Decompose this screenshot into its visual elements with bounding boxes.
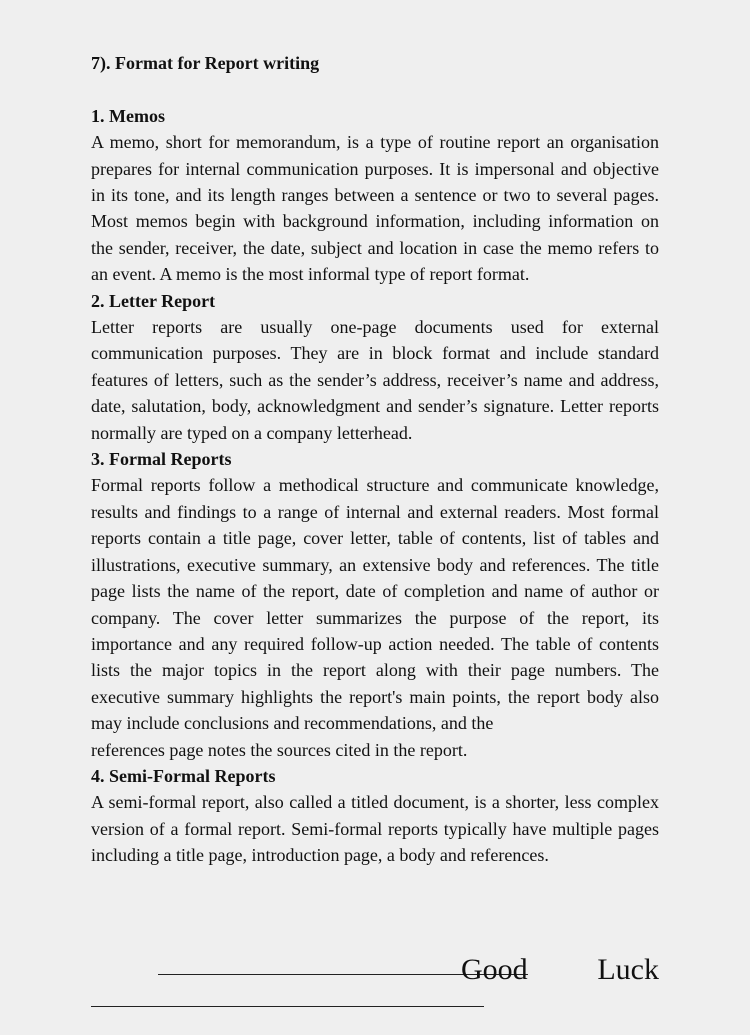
section-body-formal-reports: Formal reports follow a methodical structure and communicate knowledge, results and findings to a range of internal and external readers. Most formal reports contain a title page, cover letter, table of contents, list of tables and illustrations, executive summary, an extensive body and references. The title page lists the name of the report, date of completion and name of author or company. The cover letter summarizes the purpose of the report, its importance and any required follow-up action needed. The table of contents lists the major topics in the report along with their page numbers. The executive summary highlights the report's main points, the report body also may include conclusions and recommendations, and the <box>91 475 659 734</box>
section-body-letter-report: Letter reports are usually one-page documents used for external communication purposes. They are in block format and include standard features of letters, such as the sender’s address, receiver’s name and address, date, salutation, body, acknowledgment and sender’s signature. Letter reports normally are typed on a company letterhead. <box>91 317 659 443</box>
section-heading-semi-formal-reports: 4. Semi-Formal Reports <box>91 765 276 786</box>
section-body-semi-formal-reports: A semi-formal report, also called a titled document, is a shorter, less complex version of a formal report. Semi-formal reports typically have multiple pages including a title page, introduction page, a body and references. <box>91 792 659 866</box>
document-page <box>91 50 659 869</box>
section-heading-letter-report: 2. Letter Report <box>91 290 216 311</box>
closing-footer <box>91 950 659 990</box>
section-body-formal-reports-tail: references page notes the sources cited in the report. <box>91 739 468 760</box>
closing-word-luck: Luck <box>597 953 659 986</box>
closing-word-good: Good <box>461 953 528 986</box>
closing-line <box>91 950 659 990</box>
document-title: 7). Format for Report writing <box>91 53 320 73</box>
section-heading-memos: 1. Memos <box>91 105 165 126</box>
section-body-memos: A memo, short for memorandum, is a type of routine report an organisation prepares for internal communication purposes. It is impersonal and objective in its tone, and its length ranges between a sentence or two to several pages. Most memos begin with background information, including information on the sender, receiver, the date, subject and location in case the memo refers to an event. A memo is the most informal type of report format. <box>91 132 659 285</box>
section-heading-formal-reports: 3. Formal Reports <box>91 449 232 470</box>
closing-rule-bottom <box>91 1006 484 1007</box>
